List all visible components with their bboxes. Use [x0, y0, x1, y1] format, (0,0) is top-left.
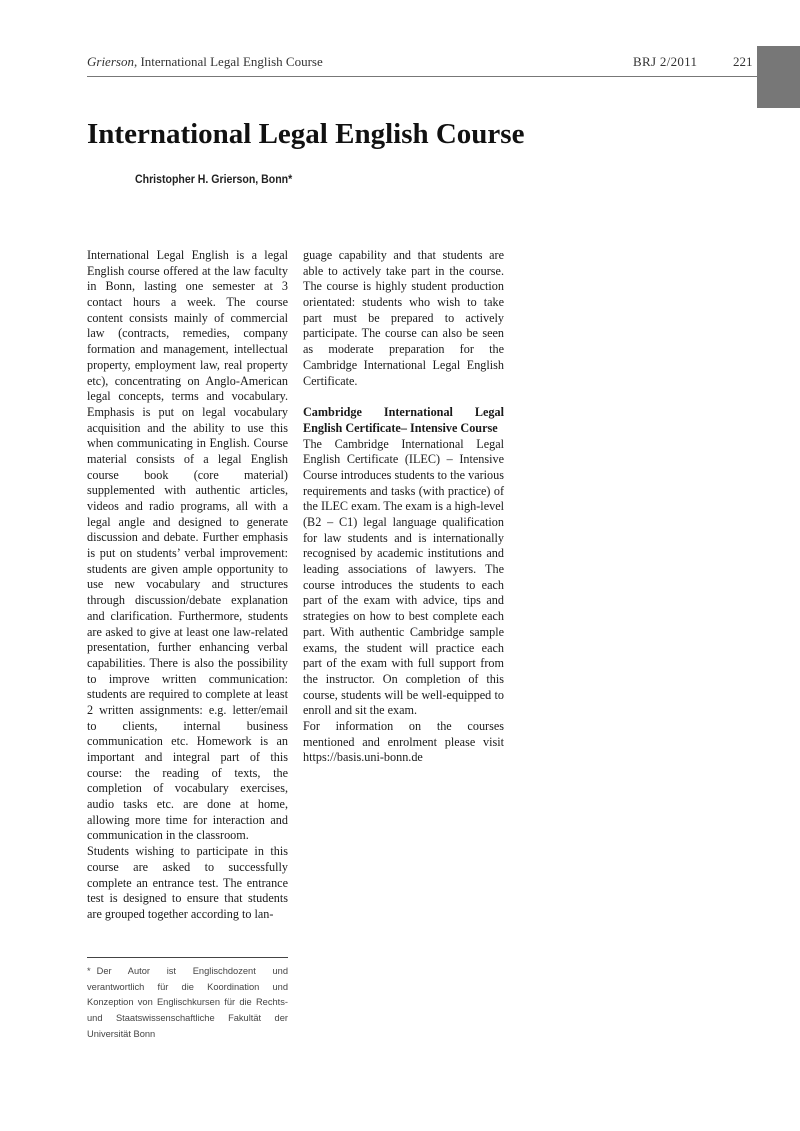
- page-number: 221: [733, 54, 753, 69]
- body-paragraph-continued: guage capability and that students are able to actively take part in the course. The course is highly student production orientated: students who wish to take part must be prepared to actively participate. The course can also be seen as moderate preparation for the Cambridge International Legal English Certificate.: [303, 248, 504, 388]
- footnote-text: Der Autor ist Englischdozent und verantwortlich für die Koordination und Konzeption von Englischkursen für die Rechts- und Staatswissenschaftliche Fakultät der Universität Bonn: [87, 966, 288, 1039]
- footnote-rule: [87, 957, 288, 958]
- running-head-separator: ,: [133, 54, 141, 69]
- running-head-course: International Legal English Course: [140, 54, 323, 69]
- body-paragraph: International Legal English is a legal English course offered at the law faculty in Bonn, lasting one semester at 3 contact hours a week. The course content consists mainly of commercial law (contracts, remedies, company formation and management, intellectual property, employment law, real property etc), concentrating on Anglo-American legal concepts, terms and vocabulary. Emphasis is put on legal vocabulary acquisition and the ability to use this when communicating in English. Course material consists of a legal English course book (core material) supplemented with authentic articles, videos and radio programs, all with a legal angle and designed to generate discussion and debate. Further emphasis is put on students’ verbal improvement: students are given ample opportunity to use new vocabulary and structures through discussion/debate explanation and clarification. Furthermore, students are asked to give at least one law-related presentation, further enhancing verbal capabilities. There is also the possibility to improve written communication: students are required to complete at least 2 written assignments: e.g. letter/email to clients, internal business communication etc. Homework is an important and integral part of this course: the reading of texts, the completion of vocabulary exercises, audio tasks etc. are done at home, allowing more time for interaction and communication in the classroom.: [87, 248, 288, 843]
- closing-paragraph: For information on the courses mentioned and enrolment please visit https://basis.uni-bonn.de: [303, 718, 504, 765]
- section-paragraph: The Cambridge International Legal English Certificate (ILEC) – Intensive Course introduces students to the various requirements and tasks (with practice) of the ILEC exam. The exam is a high-level (B2 – C1) legal language qualification for law students and is internationally recognised by academic institutions and leading associations of lawyers. The course introduces the students to each part of the exam with advice, tips and strategies on how to best complete each part. With authentic Cambridge sample exams, the student will practice each part of the exam with full support from the instructor. On completion of this course, students will be well-equipped to enroll and sit the exam.: [303, 436, 504, 718]
- right-column: [303, 248, 504, 766]
- header-rule: [87, 76, 757, 77]
- body-paragraph: Students wishing to participate in this course are asked to successfully complete an entrance test. The entrance test is designed to ensure that students are grouped together according to lan-: [87, 844, 288, 921]
- running-head-title: [87, 54, 323, 70]
- footnote: [87, 964, 288, 1043]
- footnote-mark: *: [87, 966, 91, 976]
- left-column: [87, 248, 288, 923]
- thumb-index-tab: [757, 46, 800, 108]
- journal-issue: BRJ 2/2011: [633, 54, 698, 69]
- running-head-author: Grierson: [87, 54, 134, 69]
- section-heading: Cambridge International Legal English Certificate– Intensive Course: [303, 405, 504, 435]
- author-byline: Christopher H. Grierson, Bonn*: [135, 172, 293, 186]
- article-title: International Legal English Course: [87, 118, 525, 150]
- running-head: [87, 54, 757, 72]
